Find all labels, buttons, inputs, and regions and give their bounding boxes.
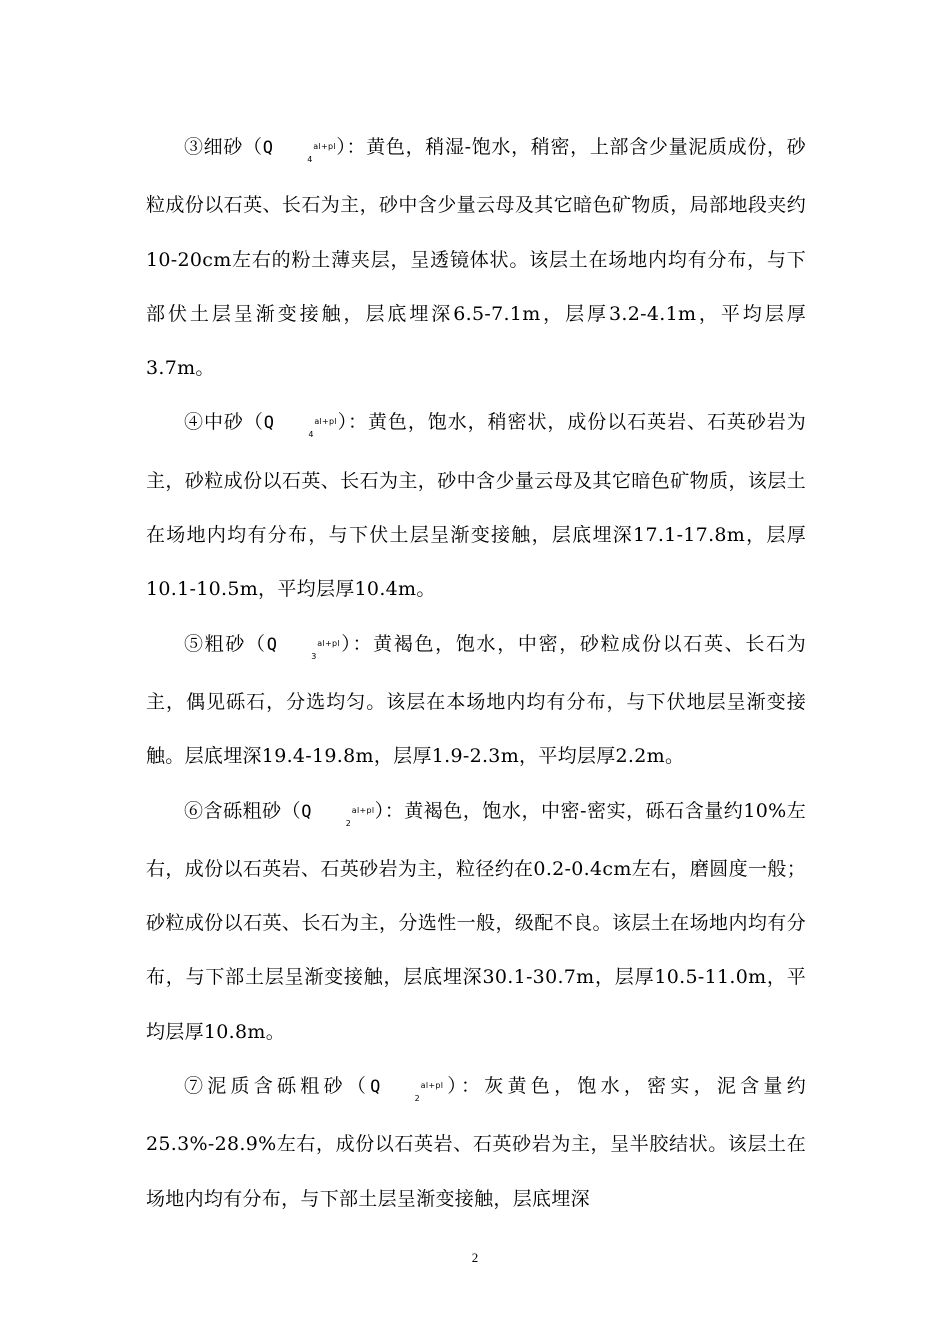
layer-label: ④中砂（ — [184, 411, 264, 434]
q-letter: Q — [263, 413, 275, 434]
paragraph-muddy-gravelly-coarse-sand — [146, 1059, 806, 1226]
geologic-symbol: Q4al+pl — [264, 413, 337, 433]
paragraph-text: ）：灰黄色，饱水，密实，泥含量约25.3%-28.9%左右，成份以石英岩、石英砂岩为主，呈半胶结状。该层土在场地内均有分布，与下部土层呈渐变接触，层底埋深 — [146, 1075, 806, 1210]
q-superscript: al+pl — [314, 417, 337, 427]
paragraph-gravelly-coarse-sand — [146, 784, 806, 1059]
q-superscript: al+pl — [317, 638, 340, 648]
q-superscript: al+pl — [420, 1081, 444, 1091]
layer-label: ⑤粗砂（ — [184, 632, 267, 655]
layer-label: ③细砂（ — [184, 136, 263, 158]
paragraph-medium-sand — [146, 395, 806, 616]
q-letter: Q — [262, 138, 274, 158]
q-letter: Q — [370, 1077, 381, 1098]
paragraph-text: ）：黄褐色，饱水，中密-密实，砾石含量约10%左右，成份以石英岩、石英砂岩为主，粒径约在0.2-0.4cm左右，磨圆度一般；砂粒成份以石英、长石为主，分选性一般，级配不良。该层土在场地内均有分布，与下部土层呈渐变接触，层底埋深30.1-30.7m，层厚10.5-11.0m，平均层厚10.8m。 — [146, 799, 806, 1043]
paragraph-text: ）：黄色，饱水，稍密状，成份以石英岩、石英砂岩为主，砂粒成份以石英、长石为主，砂中含少量云母及其它暗色矿物质，该层土在场地内均有分布，与下伏土层呈渐变接触，层底埋深17.1-17.8m，层厚10.1-10.5m，平均层厚10.4m。 — [146, 411, 807, 601]
geologic-symbol: Q3al+pl — [267, 635, 340, 655]
page-number: 2 — [471, 1250, 479, 1265]
paragraph-text: ）：黄色，稍湿-饱水，稍密，上部含少量泥质成份，砂粒成份以石英、长石为主，砂中含少量云母及其它暗色矿物质，局部地段夹约10-20cm左右的粉土薄夹层，呈透镜体状。该层土在场地内均有分布，与下部伏土层呈渐变接触，层底埋深6.5-7.1m，层厚3.2-4.1m，平均层厚3.7m。 — [146, 136, 807, 380]
paragraph-fine-sand — [146, 120, 806, 395]
geologic-symbol: Q2al+pl — [370, 1077, 443, 1097]
layer-label: ⑥含砾粗砂（ — [184, 799, 302, 822]
geologic-symbol: Q2al+pl — [301, 802, 374, 822]
q-letter: Q — [266, 634, 278, 655]
paragraph-coarse-sand — [146, 617, 806, 784]
q-letter: Q — [301, 801, 312, 822]
geologic-symbol: Q4al+pl — [263, 138, 336, 158]
q-superscript: al+pl — [313, 142, 336, 151]
paragraph-text: ）：黄褐色，饱水，中密，砂粒成份以石英、长石为主，偶见砾石，分选均匀。该层在本场地内均有分布，与下伏地层呈渐变接触。层底埋深19.4-19.8m，层厚1.9-2.3m，平均层厚2.2m。 — [146, 632, 806, 768]
layer-label: ⑦泥质含砾粗砂（ — [184, 1075, 371, 1098]
q-superscript: al+pl — [351, 805, 375, 815]
page-content — [146, 120, 806, 1226]
